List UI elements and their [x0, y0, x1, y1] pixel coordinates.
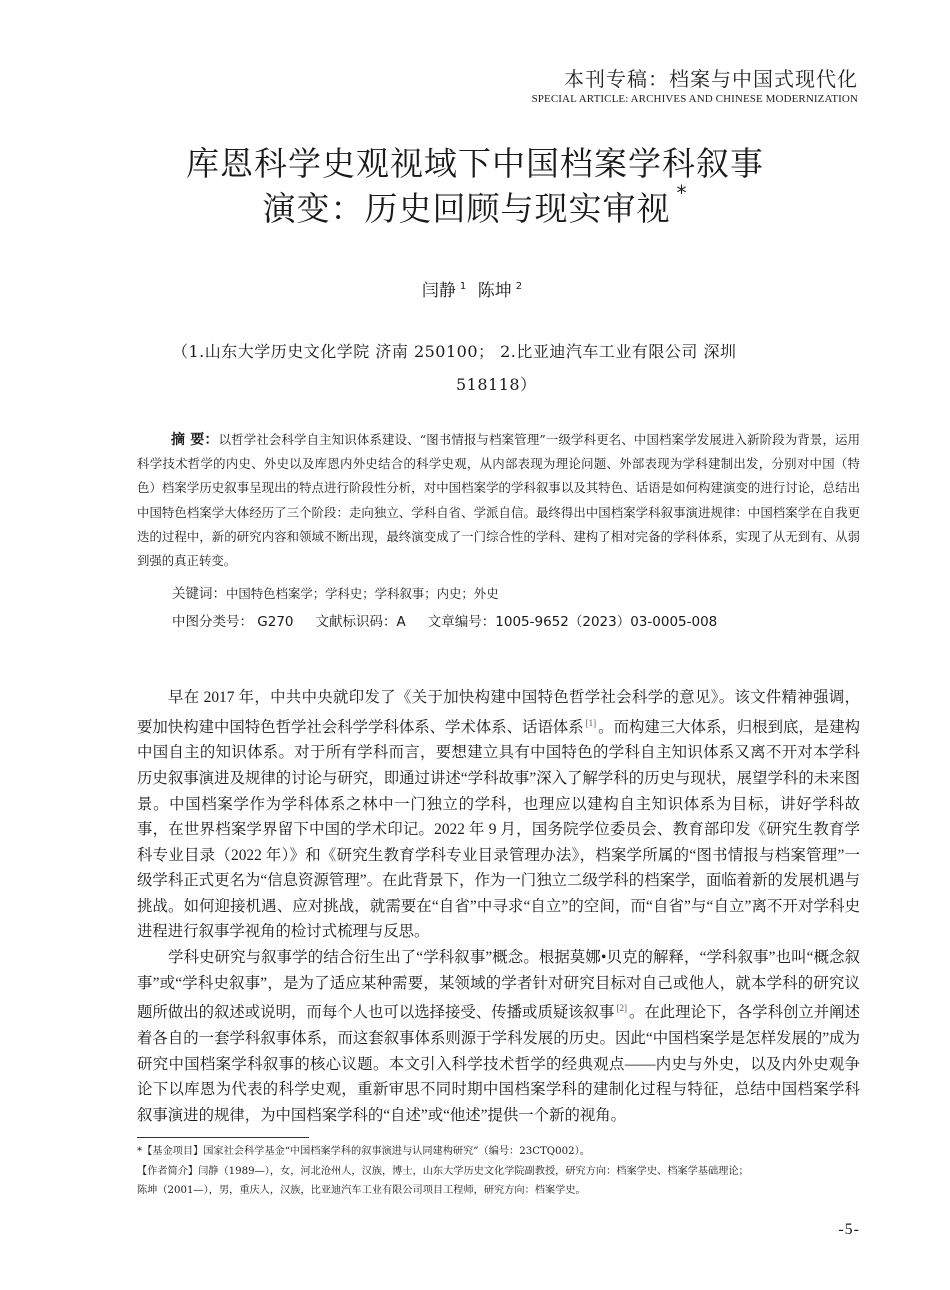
paragraph-text: 早在 2017 年，中共中央就印发了《关于加快构建中国特色哲学社会科学的意见》。该文件精神强调，要加快构建中国特色哲学社会科学学科体系、学术体系、话语体系	[137, 689, 860, 736]
affiliation-line2: 518118）	[456, 375, 537, 394]
keywords-label: 关键词：	[172, 586, 226, 602]
abstract-text: 以哲学社会科学自主知识体系建设、“图书情报与档案管理”一级学科更名、中国档案学发展进入新阶段为背景，运用科学技术哲学的内史、外史以及库恩内外史结合的科学史观，从内部表现为理论问题、外部表现为学科建制出发，分别对中国（特色）档案学历史叙事呈现出的特点进行阶段性分析，对中国档案学的学科叙事以及其特色、话语是如何构建演变的进行讨论，总结出中国特色档案学大体经历了三个阶段：走向独立、学科自省、学派自信。最终得出中国档案学科叙事演进规律：中国档案学在自我更迭的过程中，新的研究内容和领域不断出现，最终演变成了一门综合性的学科、建构了相对完备的学科体系，实现了从无到有、从弱到强的真正转变。	[137, 432, 861, 569]
article-no-label: 文章编号：	[427, 614, 496, 630]
paragraph-text: 学科史研究与叙事学的结合衍生出了“学科叙事”概念。根据莫娜•贝克的解释，“学科叙事”也叫“概念叙事”或“学科史叙事”，是为了适应某种需要，某领域的学者针对研究目标对自己或他人，就本学科的研究议题所做出的叙述或说明，而每个人也可以选择接受、传播或质疑该叙事	[137, 949, 860, 1022]
page-number: -5-	[838, 1221, 860, 1238]
footnote-divider	[137, 1137, 309, 1138]
abstract	[137, 428, 860, 573]
keywords-text: 中国特色档案学；学科史；学科叙事；内史；外史	[226, 586, 499, 601]
article-title-line2-text: 演变：历史回顾与现实审视	[262, 189, 671, 228]
citation-ref[interactable]: [1]	[585, 717, 597, 728]
column-title-en: SPECIAL ARTICLE: ARCHIVES AND CHINESE MODERNIZATION	[531, 93, 858, 105]
author-name: 陈坤	[477, 281, 512, 301]
author-bio-line1: 【作者简介】闫静（1989—），女，河北沧州人，汉族，博士，山东大学历史文化学院副教授，研究方向：档案学史、档案学基础理论；	[137, 1165, 749, 1177]
author-list	[0, 276, 950, 301]
column-title: 本刊专稿：档案与中国式现代化	[564, 67, 858, 91]
author-affil-mark: 2	[515, 281, 523, 293]
paragraph	[137, 685, 860, 945]
article-title-line1: 库恩科学史观视域下中国档案学科叙事	[186, 144, 764, 183]
clc-label: 中图分类号：	[172, 614, 253, 630]
title-footnote-mark: *	[676, 181, 688, 205]
footnotes	[137, 1142, 867, 1201]
author-name: 闫静	[421, 281, 456, 301]
paragraph	[137, 945, 860, 1128]
paragraph-text: 。在此理论下，各学科创立并阐述着各自的一套学科叙事体系，而这套叙事体系则源于学科发展的历史。因此“中国档案学是怎样发展的”成为研究中国档案学科叙事的核心议题。本文引入科学技术哲学的经典观点——内史与外史，以及内外史观争论下以库恩为代表的科学史观，重新审思不同时期中国档案学科的建制化过程与特征，总结中国档案学科叙事演进的规律，为中国档案学科的“自述”或“他述”提供一个新的视角。	[137, 1004, 860, 1124]
classification-line	[172, 610, 717, 630]
keywords	[172, 582, 499, 602]
doc-code-label: 文献标识码：	[315, 614, 397, 630]
citation-ref[interactable]: [2]	[616, 1003, 627, 1014]
fund-footnote: *【基金项目】国家社会科学基金“中国档案学科的叙事演进与认同建构研究”（编号：23CTQ002）。	[137, 1146, 590, 1157]
author-affil-mark: 1	[459, 281, 467, 293]
affiliation-line1: （1.山东大学历史文化学院 济南 250100； 2.比亚迪汽车工业有限公司 深圳	[172, 342, 737, 361]
affiliations	[172, 335, 852, 401]
article-title-line2	[0, 183, 950, 230]
doc-code-value: A	[396, 614, 406, 630]
article-body	[137, 685, 860, 1128]
clc-value: G270	[257, 614, 294, 630]
paragraph-text: 。而构建三大体系，归根到底，是建构中国自主的知识体系。对于所有学科而言，要想建立具有中国特色的学科自主知识体系又离不开对本学科历史叙事演进及规律的讨论与研究，即通过讲述“学科故事”深入了解学科的历史与现状，展望学科的未来图景。中国档案学作为学科体系之林中一门独立的学科，也理应以建构自主知识体系为目标，讲好学科故事，在世界档案学界留下中国的学术印记。2022 年 9 月，国务院学位委员会、教育部印发《研究生教育学科专业目录（2022 年）》和《研究生教育学科专业目录管理办法》，档案学所属的“图书情报与档案管理”一级学科正式更名为“信息资源管理”。在此背景下，作为一门独立二级学科的档案学，面临着新的发展机遇与挑战。如何迎接机遇、应对挑战，就需要在“自省”中寻求“自立”的空间，而“自省”与“自立”离不开对学科史进程进行叙事学视角的检讨式梳理与反思。	[137, 718, 860, 941]
article-no-value: 1005-9652（2023）03-0005-008	[495, 614, 718, 630]
author-bio-line2: 陈坤（2001—），男，重庆人，汉族，比亚迪汽车工业有限公司项目工程师，研究方向：档案学史。	[137, 1185, 586, 1196]
abstract-label: 摘 要：	[171, 432, 219, 448]
